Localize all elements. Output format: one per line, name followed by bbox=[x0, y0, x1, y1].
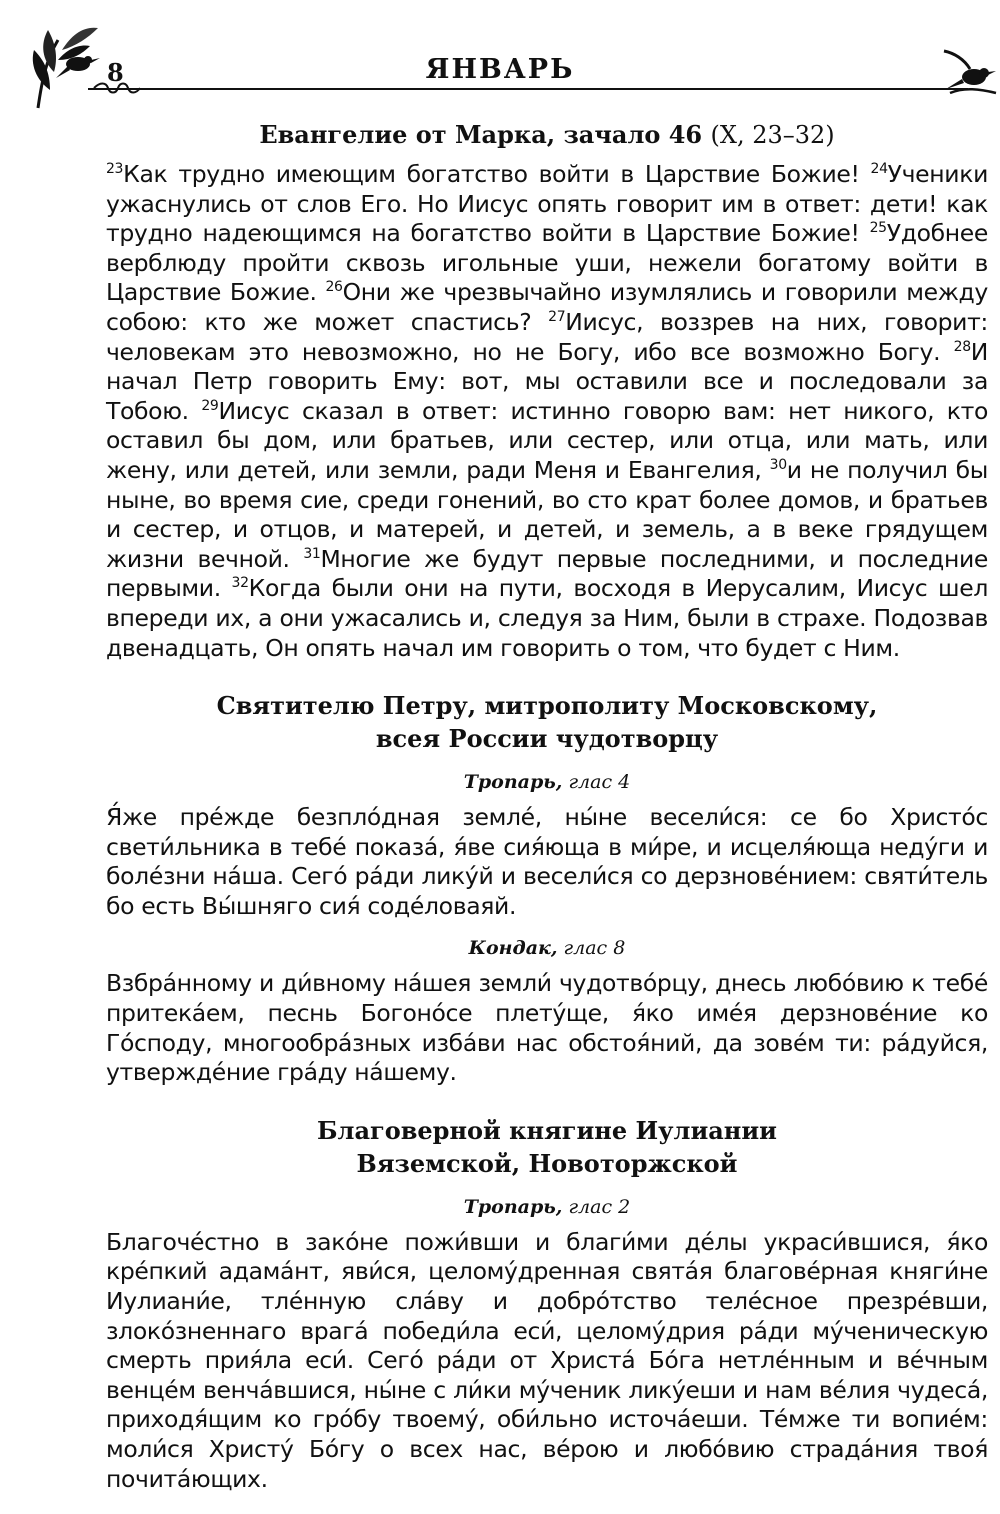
peter-kontakion-label bbox=[106, 935, 988, 961]
peter-title-line1: Святителю Петру, митрополиту Московскому, bbox=[216, 691, 878, 721]
juliania-heading bbox=[106, 1114, 988, 1180]
verse-number: 29 bbox=[201, 397, 219, 414]
page-header bbox=[0, 0, 1000, 110]
verse-text: Когда были они на пути, восходя в Иерусалим, Иисус шел впереди их, а они ужасались и, следуя за Ним, были в страхе. Подозвав двенадцать, Он опять начал им говорить о том, что будет с Ним. bbox=[106, 574, 988, 662]
ornament-bird-icon bbox=[940, 45, 1000, 105]
verse-text: Иисус, воззрев на них, говорит: человекам это невозможно, но не Богу, ибо все возможно Богу. bbox=[106, 307, 988, 366]
juliania-troparion-label bbox=[106, 1194, 988, 1220]
kontakion-tone: глас 8 bbox=[563, 937, 626, 960]
troparion-tone: глас 2 bbox=[568, 1195, 631, 1218]
kontakion-kind: Кондак, bbox=[468, 937, 558, 960]
verse-text: Ученики ужаснулись от слов Его. Но Иисус опять говорит им в ответ: дети! как трудно надеющимся на богатство войти в Царствие Божие! bbox=[106, 160, 988, 248]
verse-number: 31 bbox=[303, 545, 321, 562]
gospel-text bbox=[106, 160, 988, 663]
verse-number: 24 bbox=[870, 161, 888, 177]
verse-text: И начал Петр говорить Ему: вот, мы оставили все и последовали за Тобою. bbox=[106, 337, 988, 425]
verse-number: 27 bbox=[548, 308, 566, 325]
peter-troparion-label bbox=[106, 769, 988, 795]
verse-text: Удобнее верблюду пройти сквозь игольные уши, нежели богатому войти в Царствие Божие. bbox=[106, 219, 988, 307]
juliania-title-line1: Благоверной княгине Иулиании bbox=[317, 1115, 777, 1145]
verse-number: 26 bbox=[325, 279, 343, 296]
troparion-kind: Тропарь, bbox=[463, 771, 563, 794]
page-content bbox=[106, 118, 988, 1494]
running-title: ЯНВАРЬ bbox=[425, 54, 575, 85]
verse-number: 32 bbox=[231, 575, 249, 592]
peter-troparion-text: Я́же пре́жде безпло́дная земле́, ны́не весели́ся: се бо Христо́с свети́льника в тебе́ показа́, я́ве сия́юща в ми́ре, и исцеля́юща неду́ги и боле́зни на́ша. Сего́ ра́ди лику́й и весели́ся со дерзнове́нием: святи́тель бо есть Вы́шняго сия́ соде́ловаяй. bbox=[106, 803, 988, 920]
verse-text: Иисус сказал в ответ: истинно говорю вам: нет никого, кто оставил бы дом, или братьев, или сестер, или отца, или мать, или жену, или детей, или земли, ради Меня и Евангелия, bbox=[106, 396, 989, 484]
header-rule bbox=[88, 88, 968, 90]
gospel-title: Евангелие от Марка, зачало 46 bbox=[259, 120, 703, 149]
verse-number: 25 bbox=[869, 220, 887, 237]
gospel-heading bbox=[106, 118, 988, 152]
verse-text: Многие же будут первые последними, и последние первыми. bbox=[106, 544, 989, 603]
verse-number: 23 bbox=[106, 161, 124, 177]
peter-title-line2: всея России чудотворцу bbox=[375, 724, 719, 754]
verse-number: 30 bbox=[769, 456, 787, 473]
troparion-tone: глас 4 bbox=[568, 771, 631, 794]
juliania-title-line2: Вяземской, Новоторжской bbox=[356, 1148, 738, 1178]
verse-text: Как трудно имеющим богатство войти в Царствие Божие! bbox=[123, 160, 871, 188]
gospel-reference: (X, 23–32) bbox=[710, 121, 835, 149]
verse-text: и не получил бы ныне, во время сие, среди гонений, во сто крат более домов, и братьев и сестер, и отцов, и матерей, и детей, и земель, а в веке грядущем жизни вечной. bbox=[106, 455, 989, 573]
page-number: 8 bbox=[107, 58, 124, 87]
peter-heading bbox=[106, 689, 988, 755]
verse-text: Они же чрезвычайно изумлялись и говорили между собою: кто же может спастись? bbox=[106, 278, 988, 336]
verse-number: 28 bbox=[953, 338, 971, 355]
juliania-troparion-text: Благоче́стно в зако́не пожи́вши и благи́ми де́лы украси́вшися, я́ко кре́пкий адама́нт, яви́ся, целому́дренная свята́я благове́рная княги́не Иулиани́е, тле́нную сла́ву и добро́тство теле́сное презре́вши, злоко́зненнаго врага́ победи́ла еси́, целому́дрия ра́ди му́ченическую смерть прия́ла еси́. Сего́ ра́ди от Христа́ Бо́га нетле́нным и ве́чным венце́м венча́вшися, ны́не с ли́ки му́ченик лику́еши и нам ве́лия чудеса́, приходя́щим ко гро́бу твоему́, оби́льно источа́еши. Те́мже ти вопие́м: моли́ся Христу́ Бо́гу о всех нас, ве́рою и любо́вию страда́ния твоя́ почита́ющих. bbox=[106, 1227, 988, 1493]
troparion-kind: Тропарь, bbox=[463, 1195, 563, 1218]
peter-kontakion-text: Взбра́нному и ди́вному на́шея земли́ чудотво́рцу, днесь любо́вию к тебе́ притека́ем, песнь Богоно́се плету́ще, я́ко име́я дерзнове́ние ко Го́споду, многообра́зных изба́ви нас обстоя́ний, да зове́м ти: ра́дуйся, утвержде́ние гра́ду на́шему. bbox=[106, 969, 988, 1087]
